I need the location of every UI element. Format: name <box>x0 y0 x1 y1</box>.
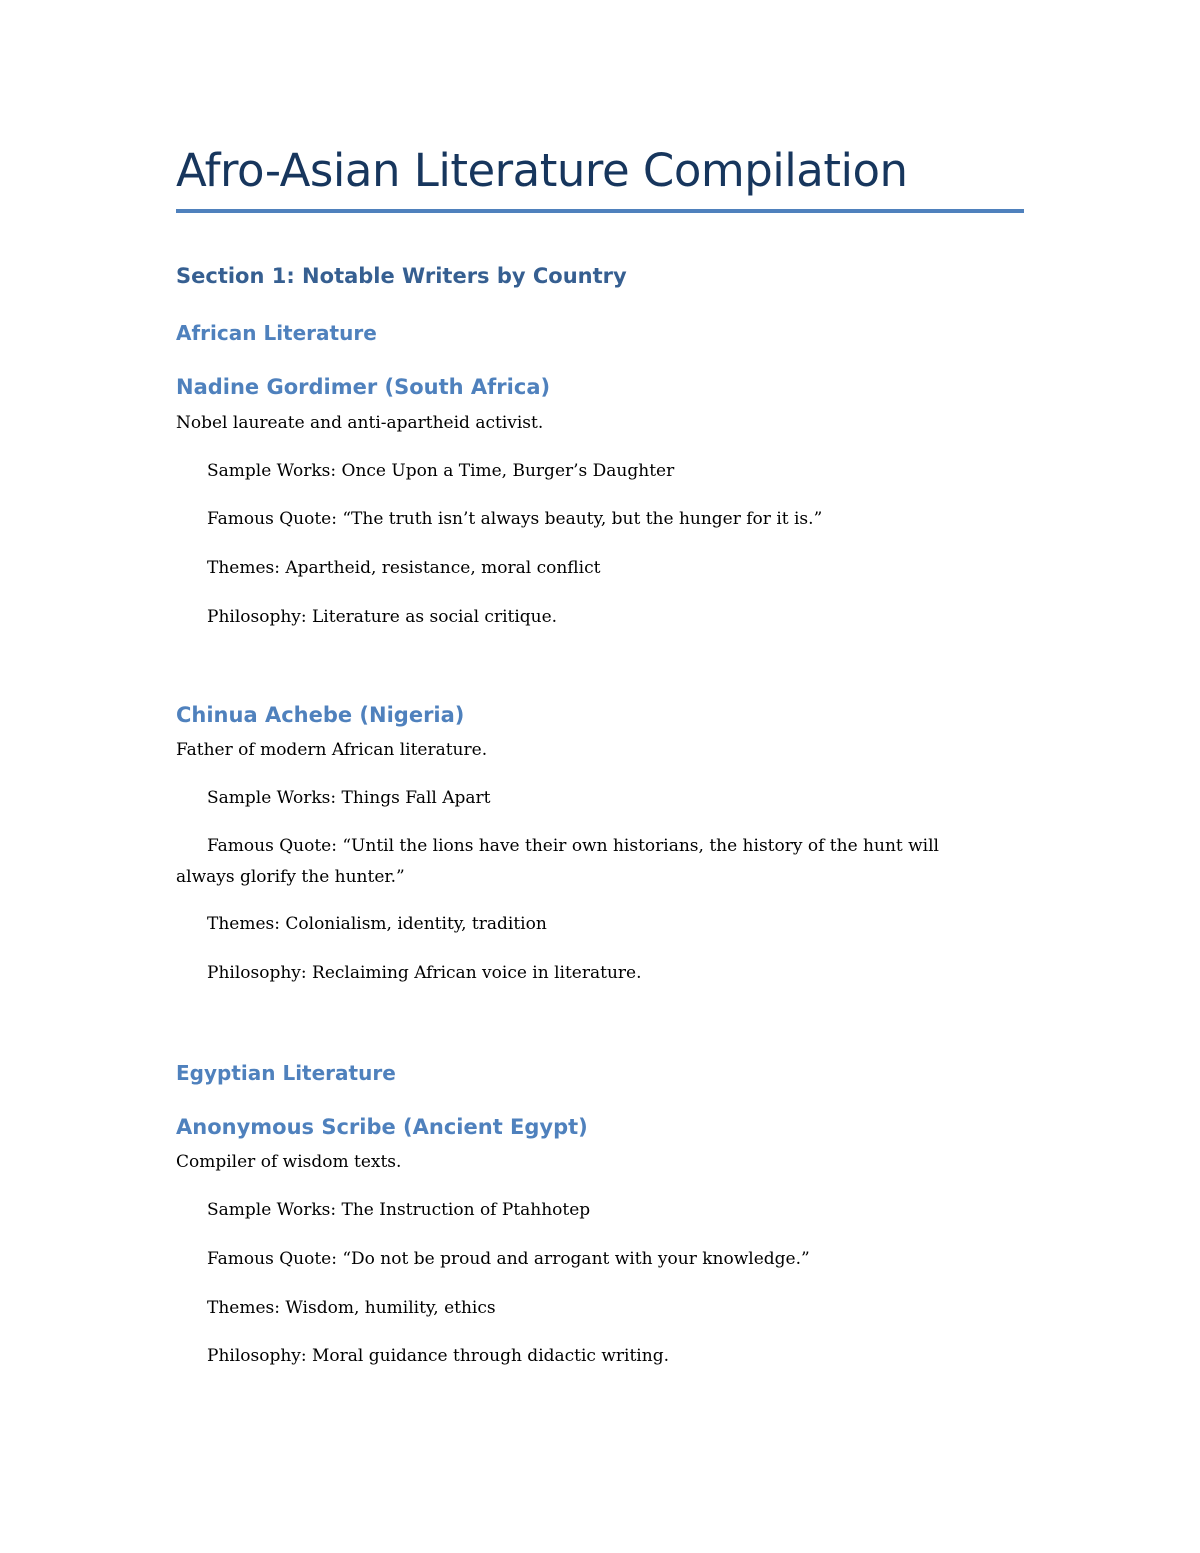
philosophy: Philosophy: Reclaiming African voice in literature. <box>207 963 642 983</box>
famous-quote-continued: always glorify the hunter.” <box>176 867 405 887</box>
themes: Themes: Wisdom, humility, ethics <box>207 1298 496 1318</box>
famous-quote: Famous Quote: “The truth isn’t always beauty, but the hunger for it is.” <box>207 509 823 529</box>
themes: Themes: Colonialism, identity, tradition <box>207 914 547 934</box>
section-heading: Section 1: Notable Writers by Country <box>176 264 627 288</box>
writer-intro: Compiler of wisdom texts. <box>176 1152 402 1172</box>
philosophy: Philosophy: Moral guidance through didactic writing. <box>207 1346 669 1366</box>
sample-works: Sample Works: Things Fall Apart <box>207 788 491 808</box>
title-underline <box>176 209 1024 213</box>
famous-quote: Famous Quote: “Until the lions have their own historians, the history of the hunt will <box>207 836 939 856</box>
sample-works: Sample Works: The Instruction of Ptahhotep <box>207 1200 591 1220</box>
themes: Themes: Apartheid, resistance, moral conflict <box>207 558 601 578</box>
writer-name-anonymous-scribe: Anonymous Scribe (Ancient Egypt) <box>176 1115 588 1139</box>
writer-intro: Nobel laureate and anti-apartheid activist. <box>176 413 544 433</box>
philosophy: Philosophy: Literature as social critique. <box>207 607 558 627</box>
writer-intro: Father of modern African literature. <box>176 740 488 760</box>
writer-name-achebe: Chinua Achebe (Nigeria) <box>176 703 465 727</box>
writer-name-gordimer: Nadine Gordimer (South Africa) <box>176 375 551 399</box>
sample-works: Sample Works: Once Upon a Time, Burger’s Daughter <box>207 461 675 481</box>
group-heading-african: African Literature <box>176 321 377 345</box>
document-title: Afro-Asian Literature Compilation <box>176 144 908 197</box>
group-heading-egyptian: Egyptian Literature <box>176 1061 396 1085</box>
famous-quote: Famous Quote: “Do not be proud and arrogant with your knowledge.” <box>207 1249 810 1269</box>
